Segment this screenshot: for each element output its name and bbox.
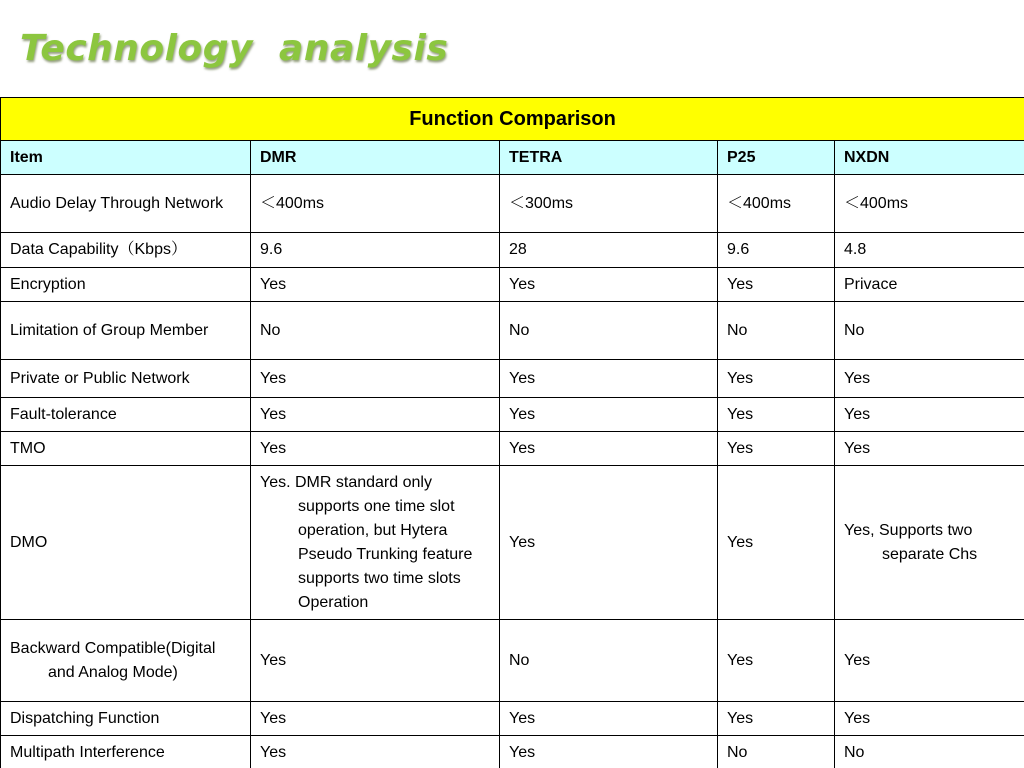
table-cell: Yes. DMR standard only supports one time slot operation, but Hytera Pseudo Trunking feature supports two time slots Operation (251, 466, 500, 620)
table-cell: Yes (835, 702, 1024, 736)
table-cell: No (835, 736, 1024, 768)
column-header-item: Item (1, 141, 251, 175)
row-label: Encryption (1, 268, 251, 302)
column-header-tetra: TETRA (500, 141, 718, 175)
table-row (1, 398, 1024, 432)
table-row (1, 736, 1024, 768)
table-cell: Yes (500, 432, 718, 466)
table-cell: Yes (251, 432, 500, 466)
row-label: TMO (1, 432, 251, 466)
table-cell: Yes (718, 432, 835, 466)
table-cell: No (500, 302, 718, 360)
row-label: Fault-tolerance (1, 398, 251, 432)
slide-title: Technology analysis (20, 28, 449, 69)
table-cell: ＜400ms (718, 175, 835, 233)
table-cell: Yes (500, 268, 718, 302)
table-cell: 9.6 (718, 233, 835, 268)
table-cell: Yes, Supports two separate Chs (835, 466, 1024, 620)
table-cell: Yes (718, 398, 835, 432)
table-cell: Yes (718, 466, 835, 620)
table-row (1, 432, 1024, 466)
table-row (1, 360, 1024, 398)
table-cell: Yes (718, 702, 835, 736)
table-row (1, 268, 1024, 302)
table-cell: No (500, 620, 718, 702)
row-label: Limitation of Group Member (1, 302, 251, 360)
table-cell: Yes (500, 736, 718, 768)
table-cell: ＜300ms (500, 175, 718, 233)
row-label: Audio Delay Through Network (1, 175, 251, 233)
table-row (1, 302, 1024, 360)
column-header-nxdn: NXDN (835, 141, 1024, 175)
table-row (1, 233, 1024, 268)
table-cell: Yes (251, 702, 500, 736)
table-cell: Yes (500, 398, 718, 432)
table-cell: 28 (500, 233, 718, 268)
table-cell: Yes (835, 432, 1024, 466)
row-label: Data Capability（Kbps） (1, 233, 251, 268)
table-cell: No (835, 302, 1024, 360)
table-cell: Yes (500, 466, 718, 620)
table-row (1, 466, 1024, 620)
table-cell: No (718, 736, 835, 768)
row-label: DMO (1, 466, 251, 620)
row-label: Backward Compatible(Digital and Analog Mode) (1, 620, 251, 702)
table-cell: Yes (835, 398, 1024, 432)
table-cell: No (251, 302, 500, 360)
table-cell: 9.6 (251, 233, 500, 268)
table-cell: 4.8 (835, 233, 1024, 268)
table-cell: Yes (500, 360, 718, 398)
table-cell: ＜400ms (251, 175, 500, 233)
table-cell: Yes (251, 360, 500, 398)
table-caption: Function Comparison (1, 98, 1024, 141)
column-header-p25: P25 (718, 141, 835, 175)
row-label: Private or Public Network (1, 360, 251, 398)
row-label: Multipath Interference (1, 736, 251, 768)
table-cell: Yes (835, 620, 1024, 702)
column-header-dmr: DMR (251, 141, 500, 175)
table-header-row (1, 141, 1024, 175)
table-cell: Yes (251, 398, 500, 432)
table-cell: Yes (500, 702, 718, 736)
table-caption-row (1, 98, 1024, 141)
function-comparison-table (0, 97, 1024, 768)
table-cell: Yes (835, 360, 1024, 398)
row-label: Dispatching Function (1, 702, 251, 736)
table-cell: No (718, 302, 835, 360)
table-cell: Yes (251, 268, 500, 302)
table-cell: Yes (718, 360, 835, 398)
table-row (1, 702, 1024, 736)
table-cell: Yes (251, 736, 500, 768)
table-cell: ＜400ms (835, 175, 1024, 233)
table-cell: Yes (718, 620, 835, 702)
table-row (1, 175, 1024, 233)
table-cell: Yes (718, 268, 835, 302)
table-cell: Yes (251, 620, 500, 702)
table-row (1, 620, 1024, 702)
table-cell: Privace (835, 268, 1024, 302)
